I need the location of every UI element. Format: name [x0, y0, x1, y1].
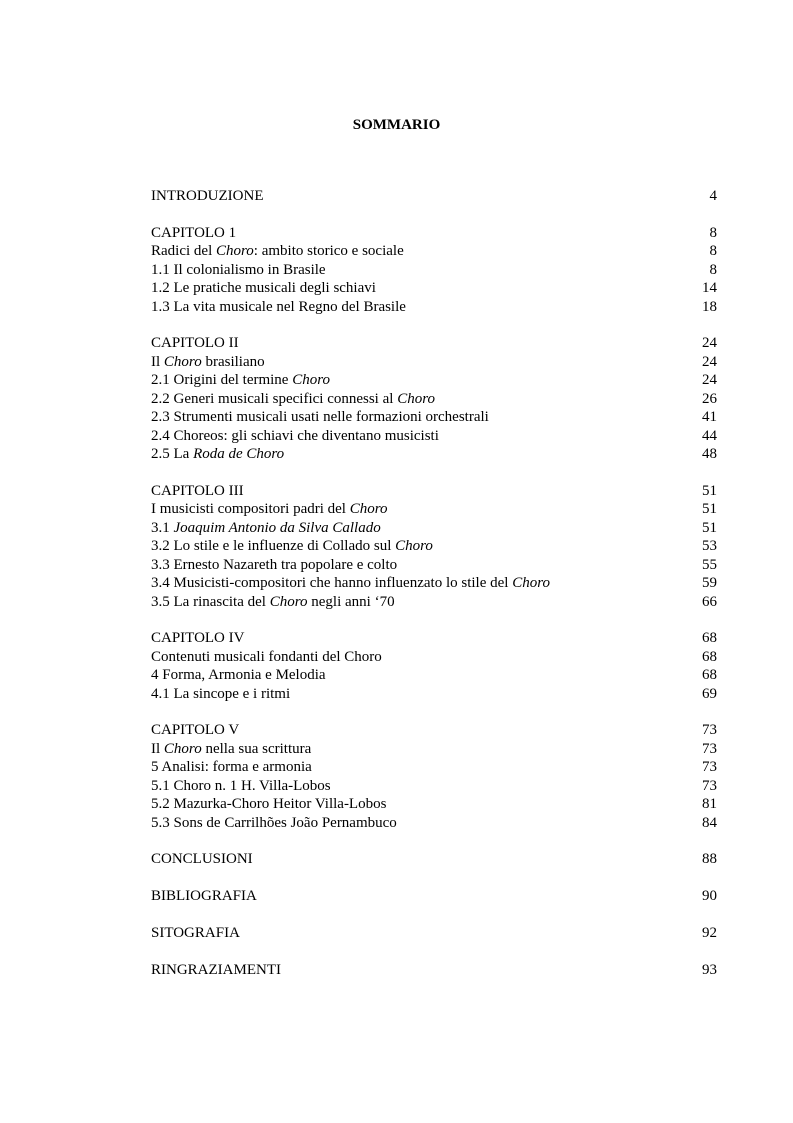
- toc-entry-title: [151, 371, 330, 389]
- toc-entry: [151, 758, 717, 776]
- toc-entry: [151, 224, 717, 242]
- toc-entry: [151, 961, 717, 979]
- text-segment: 3.5 La rinascita del: [151, 594, 270, 610]
- toc-entry-title: [151, 187, 263, 205]
- italic-text: Roda de Choro: [193, 446, 285, 462]
- text-segment: 1.3 La vita musicale nel Regno del Brasile: [151, 299, 406, 315]
- toc-entry: [151, 279, 717, 297]
- toc-entry: [151, 721, 717, 739]
- toc-entry-title: [151, 574, 550, 592]
- toc-entry-title: [151, 427, 439, 445]
- toc-entry-title: [151, 390, 435, 408]
- toc-page-number: 73: [702, 741, 717, 757]
- toc-entry: [151, 648, 717, 666]
- toc-page-number: 41: [702, 409, 717, 425]
- toc-page-number: 81: [702, 796, 717, 812]
- text-segment: 5.1 Choro n. 1 H. Villa-Lobos: [151, 778, 331, 794]
- toc-entry-title: [151, 666, 326, 684]
- toc-entry: [151, 574, 717, 592]
- toc-entry: [151, 685, 717, 703]
- page-title: SOMMARIO: [352, 117, 441, 133]
- toc-page-number: 18: [702, 299, 717, 315]
- toc-page-number: 73: [702, 778, 717, 794]
- toc-entry: [151, 408, 717, 426]
- toc-entry: [151, 390, 717, 408]
- toc-page-number: 69: [702, 686, 717, 702]
- toc-entry: [151, 353, 717, 371]
- toc-entry-title: [151, 721, 239, 739]
- text-segment: 2.1 Origini del termine: [151, 372, 293, 388]
- toc-page-number: 68: [702, 630, 717, 646]
- toc-entry-title: [151, 482, 244, 500]
- toc-entry-title: [151, 445, 284, 463]
- toc-entry-title: [151, 261, 326, 279]
- text-segment: Contenuti musicali fondanti del Choro: [151, 649, 382, 665]
- toc-page-number: 73: [702, 722, 717, 738]
- toc-page-number: 26: [702, 391, 717, 407]
- toc-entry-title: [151, 537, 433, 555]
- toc-entry: [151, 740, 717, 758]
- toc-entry-title: [151, 629, 244, 647]
- toc-entry: [151, 556, 717, 574]
- toc-entry-title: [151, 224, 236, 242]
- toc-entry: [151, 482, 717, 500]
- toc-page-number: 8: [709, 262, 717, 278]
- italic-text: Choro: [395, 538, 433, 554]
- text-segment: 1.2 Le pratiche musicali degli schiavi: [151, 280, 376, 296]
- toc-entry: [151, 537, 717, 555]
- text-segment: SITOGRAFIA: [151, 925, 240, 941]
- toc-entry: [151, 777, 717, 795]
- toc-page-number: 8: [709, 225, 717, 241]
- toc-entry: [151, 629, 717, 647]
- text-segment: 2.3 Strumenti musicali usati nelle formazioni orchestrali: [151, 409, 489, 425]
- toc-entry-title: [151, 795, 386, 813]
- text-segment: 3.4 Musicisti-compositori che hanno influenzato lo stile del: [151, 575, 513, 591]
- text-segment: 3.1: [151, 520, 174, 536]
- toc-page-number: 88: [702, 851, 717, 867]
- italic-text: Choro: [269, 594, 308, 610]
- text-segment: CAPITOLO IV: [151, 630, 245, 646]
- toc-entry-title: [151, 279, 376, 297]
- toc-entry-title: [151, 740, 311, 758]
- toc-page-number: 24: [702, 372, 717, 388]
- text-segment: 5.2 Mazurka-Choro Heitor Villa-Lobos: [151, 796, 387, 812]
- toc-entry-title: [151, 961, 281, 979]
- toc-entry-title: [151, 814, 397, 832]
- toc-entry: [151, 427, 717, 445]
- toc-page-number: 84: [702, 815, 717, 831]
- text-segment: 3.2 Lo stile e le influenze di Collado sul: [151, 538, 396, 554]
- toc-page-number: 73: [702, 759, 717, 775]
- toc-entry-title: [151, 777, 331, 795]
- italic-text: Choro: [163, 354, 202, 370]
- toc-page-number: 59: [702, 575, 717, 591]
- toc-entry-title: [151, 758, 312, 776]
- toc-entry: [151, 666, 717, 684]
- toc-page-number: 24: [702, 354, 717, 370]
- text-segment: negli anni ‘70: [307, 594, 395, 610]
- toc-page-number: 8: [709, 243, 717, 259]
- toc-page-number: 66: [702, 594, 717, 610]
- toc-page-number: 51: [702, 520, 717, 536]
- toc-page-number: 93: [702, 962, 717, 978]
- text-segment: 4 Forma, Armonia e Melodia: [151, 667, 326, 683]
- toc-entry: [151, 261, 717, 279]
- toc-page-number: 24: [702, 335, 717, 351]
- toc-entry: [151, 593, 717, 611]
- italic-text: Choro: [292, 372, 331, 388]
- toc-entry-title: [151, 242, 404, 260]
- text-segment: : ambito storico e sociale: [253, 243, 404, 259]
- text-segment: CAPITOLO 1: [151, 225, 237, 241]
- toc-entry-title: [151, 593, 395, 611]
- italic-text: Choro: [397, 391, 435, 407]
- toc-entry: [151, 500, 717, 518]
- toc-page-number: 55: [702, 557, 717, 573]
- toc-entry-title: [151, 334, 239, 352]
- toc-page-number: 48: [702, 446, 717, 462]
- text-segment: brasiliano: [201, 354, 265, 370]
- text-segment: BIBLIOGRAFIA: [151, 888, 257, 904]
- toc-entry: [151, 242, 717, 260]
- toc-entry-title: [151, 500, 388, 518]
- text-segment: RINGRAZIAMENTI: [151, 962, 281, 978]
- text-segment: 5.3 Sons de Carrilhões João Pernambuco: [151, 815, 397, 831]
- italic-text: Joaquim Antonio da Silva Callado: [173, 520, 381, 536]
- toc-entry-title: [151, 850, 253, 868]
- text-segment: Radici del: [151, 243, 216, 259]
- toc-entry-title: [151, 648, 382, 666]
- text-segment: nella sua scrittura: [201, 741, 312, 757]
- italic-text: Choro: [512, 575, 550, 591]
- text-segment: 2.2 Generi musicali specifici connessi al: [151, 391, 398, 407]
- toc-entry-title: [151, 408, 489, 426]
- text-segment: 1.1 Il colonialismo in Brasile: [151, 262, 326, 278]
- text-segment: 5 Analisi: forma e armonia: [151, 759, 312, 775]
- toc-entry: [151, 187, 717, 205]
- toc-page-number: 44: [702, 428, 717, 444]
- toc-entry-title: [151, 519, 381, 537]
- toc-entry: [151, 519, 717, 537]
- italic-text: Choro: [349, 501, 388, 517]
- toc-page-number: 4: [709, 188, 717, 204]
- toc-entry: [151, 814, 717, 832]
- text-segment: Il: [151, 354, 164, 370]
- text-segment: 2.4 Choreos: gli schiavi che diventano musicisti: [151, 428, 439, 444]
- text-segment: CAPITOLO V: [151, 722, 240, 738]
- toc-entry: [151, 371, 717, 389]
- toc-entry: [151, 924, 717, 942]
- toc-page-number: 68: [702, 667, 717, 683]
- toc-entry-title: [151, 353, 265, 371]
- text-segment: 2.5 La: [151, 446, 194, 462]
- toc-entry-title: [151, 685, 290, 703]
- text-segment: CAPITOLO II: [151, 335, 239, 351]
- toc-entry: [151, 445, 717, 463]
- text-segment: CAPITOLO III: [151, 483, 244, 499]
- toc-entry: [151, 850, 717, 868]
- text-segment: 3.3 Ernesto Nazareth tra popolare e colto: [151, 557, 398, 573]
- text-segment: 4.1 La sincope e i ritmi: [151, 686, 291, 702]
- toc-page-number: 51: [702, 501, 717, 517]
- toc-page-number: 53: [702, 538, 717, 554]
- toc-page-number: 51: [702, 483, 717, 499]
- toc-entry-title: [151, 924, 240, 942]
- text-segment: INTRODUZIONE: [151, 188, 264, 204]
- toc-entry: [151, 334, 717, 352]
- toc-entry-title: [151, 556, 397, 574]
- toc-entry: [151, 298, 717, 316]
- toc-page-number: 68: [702, 649, 717, 665]
- italic-text: Choro: [215, 243, 254, 259]
- toc-entry: [151, 795, 717, 813]
- text-segment: Il: [151, 741, 164, 757]
- toc-page-number: 14: [702, 280, 717, 296]
- toc-entry-title: [151, 887, 257, 905]
- text-segment: I musicisti compositori padri del: [151, 501, 350, 517]
- toc-entry-title: [151, 298, 406, 316]
- text-segment: CONCLUSIONI: [151, 851, 253, 867]
- toc-page-number: 90: [702, 888, 717, 904]
- toc-page-number: 92: [702, 925, 717, 941]
- italic-text: Choro: [163, 741, 202, 757]
- toc-entry: [151, 887, 717, 905]
